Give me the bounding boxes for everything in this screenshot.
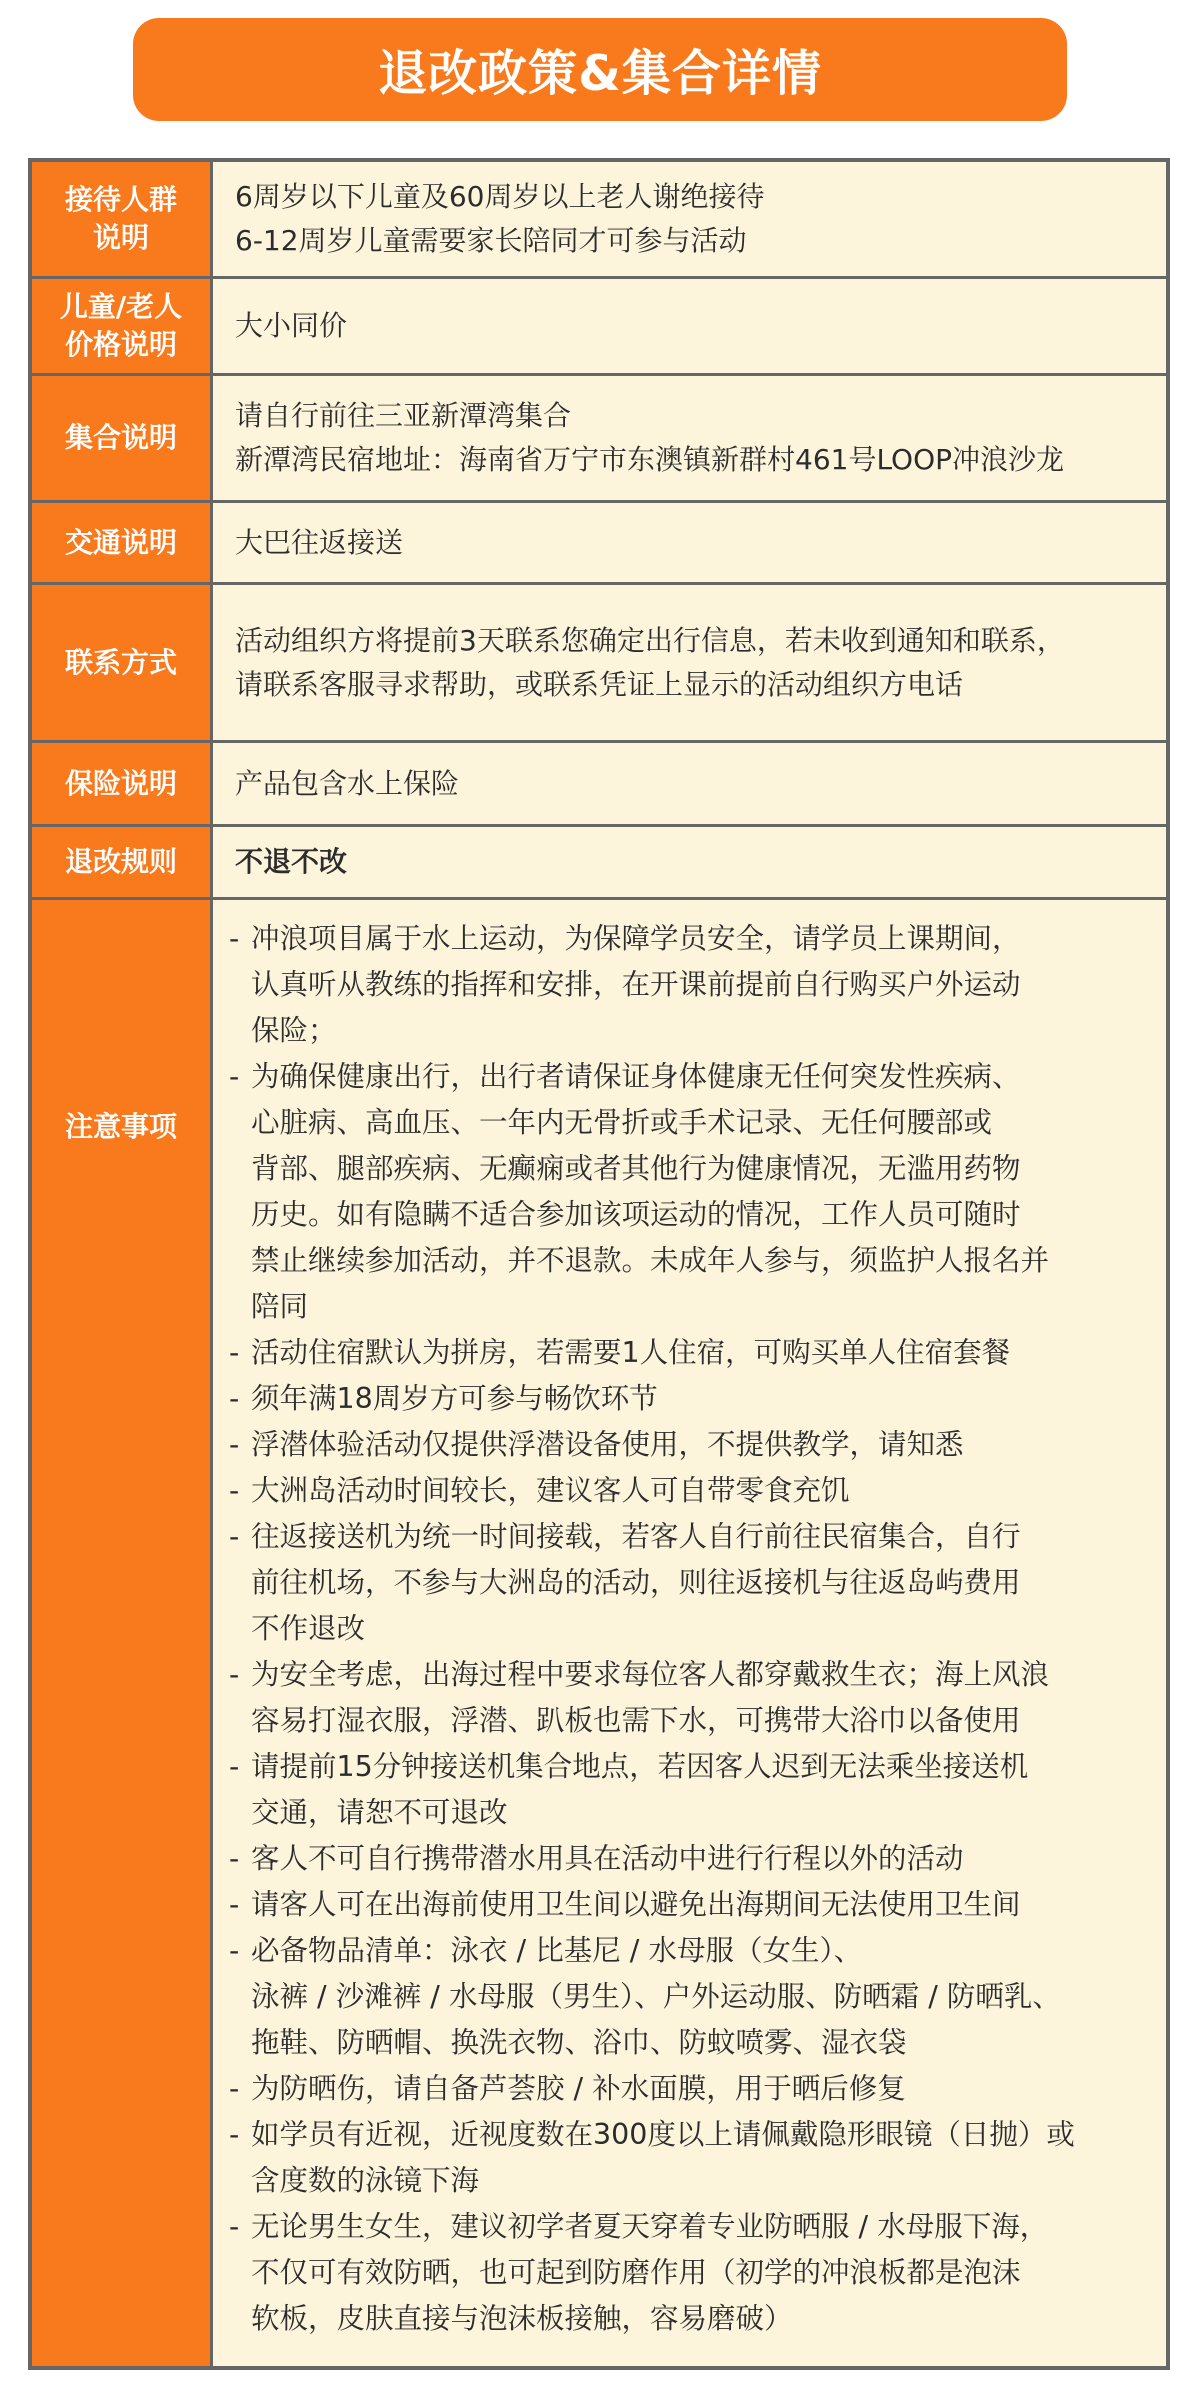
- list-item-text: [251, 916, 1152, 1054]
- list-item: [229, 1514, 1152, 1652]
- table-row-contact: [32, 585, 1166, 743]
- list-item: [229, 2112, 1152, 2204]
- list-item-line: 心脏病、高血压、一年内无骨折或手术记录、无任何腰部或: [251, 1106, 993, 1139]
- list-bullet: -: [229, 1888, 240, 1921]
- list-item-line: 如学员有近视，近视度数在300度以上请佩戴隐形眼镜（日抛）或: [251, 2118, 1075, 2151]
- list-item: [229, 1422, 1152, 1468]
- value-line: 新潭湾民宿地址：海南省万宁市东澳镇新群村461号LOOP冲浪沙龙: [235, 443, 1065, 476]
- list-item-line: 背部、腿部疾病、无癫痫或者其他行为健康情况，无滥用药物: [251, 1152, 1021, 1185]
- value-line: 请联系客服寻求帮助，或联系凭证上显示的活动组织方电话: [235, 667, 964, 701]
- list-item: [229, 1836, 1152, 1882]
- list-item-line: 冲浪项目属于水上运动，为保障学员安全，请学员上课期间，: [251, 922, 1021, 955]
- row-label-price: 儿童/老人 价格说明: [32, 279, 213, 373]
- list-item-line: 交通，请恕不可退改: [251, 1796, 508, 1829]
- list-bullet: -: [229, 2118, 240, 2151]
- list-item-line: 为安全考虑，出海过程中要求每位客人都穿戴救生衣；海上风浪: [251, 1658, 1050, 1691]
- list-bullet: -: [229, 1336, 240, 1369]
- list-bullet: -: [229, 1750, 240, 1783]
- list-item-text: [251, 1422, 1152, 1468]
- page-title: 退改政策&集合详情: [378, 44, 822, 102]
- table-row-insurance: [32, 743, 1166, 827]
- list-bullet: -: [229, 1658, 240, 1691]
- list-item-line: 认真听从教练的指挥和安排，在开课前提前自行购买户外运动: [251, 968, 1021, 1001]
- value-line: 产品包含水上保险: [235, 766, 460, 800]
- table-row-audience: [32, 162, 1166, 279]
- list-item-line: 浮潜体验活动仅提供浮潜设备使用，不提供教学，请知悉: [251, 1428, 964, 1461]
- list-item: [229, 1330, 1152, 1376]
- policy-table: [28, 158, 1170, 2370]
- list-item-line: 不作退改: [251, 1612, 366, 1645]
- title-banner: [133, 18, 1067, 121]
- row-value-refund: [213, 827, 1166, 897]
- list-item-line: 客人不可自行携带潜水用具在活动中进行行程以外的活动: [251, 1842, 964, 1875]
- list-item-line: 容易打湿衣服，浮潜、趴板也需下水，可携带大浴巾以备使用: [251, 1704, 1021, 1737]
- list-bullet: -: [229, 1934, 240, 1967]
- list-bullet: -: [229, 2072, 240, 2105]
- list-item: [229, 1882, 1152, 1928]
- list-item-line: 不仅可有效防晒，也可起到防磨作用（初学的冲浪板都是泡沫: [251, 2256, 1021, 2289]
- list-bullet: -: [229, 922, 240, 955]
- row-label-transport: 交通说明: [32, 503, 213, 582]
- list-item-line: 须年满18周岁方可参与畅饮环节: [251, 1382, 658, 1415]
- list-item-line: 拖鞋、防晒帽、换洗衣物、浴巾、防蚊喷雾、湿衣袋: [251, 2026, 907, 2059]
- list-bullet: -: [229, 2210, 240, 2243]
- list-item: [229, 2204, 1152, 2342]
- list-item-text: [251, 2066, 1152, 2112]
- list-item-text: [251, 1882, 1152, 1928]
- list-item-line: 软板，皮肤直接与泡沫板接触，容易磨破）: [251, 2302, 793, 2335]
- list-item-text: [251, 1330, 1152, 1376]
- row-value-audience: [213, 162, 1166, 276]
- list-item-line: 大洲岛活动时间较长，建议客人可自带零食充饥: [251, 1474, 850, 1507]
- list-item: [229, 1468, 1152, 1514]
- row-label-insurance: 保险说明: [32, 743, 213, 824]
- list-bullet: -: [229, 1842, 240, 1875]
- row-label-refund: 退改规则: [32, 827, 213, 897]
- list-bullet: -: [229, 1060, 240, 1093]
- row-value-transport: [213, 503, 1166, 582]
- table-row-notes: [32, 900, 1166, 2366]
- list-bullet: -: [229, 1428, 240, 1461]
- list-item: [229, 2066, 1152, 2112]
- value-line: 大巴往返接送: [235, 525, 404, 559]
- list-item-line: 历史。如有隐瞒不适合参加该项运动的情况，工作人员可随时: [251, 1198, 1021, 1231]
- list-item-text: [251, 1468, 1152, 1514]
- value-line: 活动组织方将提前3天联系您确定出行信息，若未收到通知和联系，: [235, 623, 1065, 657]
- value-line: 6周岁以下儿童及60周岁以上老人谢绝接待: [235, 180, 765, 213]
- list-item-line: 为确保健康出行，出行者请保证身体健康无任何突发性疾病、: [251, 1060, 1021, 1093]
- list-item-text: [251, 1744, 1152, 1836]
- list-item: [229, 1054, 1152, 1330]
- row-label-notes: 注意事项: [32, 900, 213, 2366]
- list-item-text: [251, 2204, 1152, 2342]
- table-row-transport: [32, 503, 1166, 585]
- list-item-line: 前往机场，不参与大洲岛的活动，则往返接机与往返岛屿费用: [251, 1566, 1021, 1599]
- table-row-price: [32, 279, 1166, 376]
- value-line: 不退不改: [235, 845, 348, 878]
- list-bullet: -: [229, 1474, 240, 1507]
- row-label-audience: 接待人群 说明: [32, 162, 213, 276]
- list-bullet: -: [229, 1520, 240, 1553]
- list-item: [229, 1744, 1152, 1836]
- table-row-refund: [32, 827, 1166, 900]
- list-item: [229, 1376, 1152, 1422]
- list-item-text: [251, 1652, 1152, 1744]
- notes-list: [213, 900, 1166, 2366]
- table-row-meeting: [32, 376, 1166, 503]
- list-item-line: 活动住宿默认为拼房，若需要1人住宿，可购买单人住宿套餐: [251, 1336, 1011, 1369]
- list-item-text: [251, 2112, 1152, 2204]
- list-item: [229, 916, 1152, 1054]
- row-value-price: [213, 279, 1166, 373]
- list-item-line: 保险；: [251, 1014, 337, 1047]
- value-line: 大小同价: [235, 309, 348, 342]
- list-item-line: 无论男生女生，建议初学者夏天穿着专业防晒服 / 水母服下海，: [251, 2210, 1049, 2243]
- list-item-line: 含度数的泳镜下海: [251, 2164, 480, 2197]
- row-value-meeting: [213, 376, 1166, 500]
- list-item-line: 泳裤 / 沙滩裤 / 水母服（男生）、户外运动服、防晒霜 / 防晒乳、: [251, 1980, 1061, 2013]
- list-item-text: [251, 1836, 1152, 1882]
- list-item-line: 往返接送机为统一时间接载，若客人自行前往民宿集合，自行: [251, 1520, 1021, 1553]
- value-line: 请自行前往三亚新潭湾集合: [235, 399, 572, 432]
- list-item: [229, 1928, 1152, 2066]
- list-item-line: 禁止继续参加活动，并不退款。未成年人参与，须监护人报名并: [251, 1244, 1050, 1277]
- list-item-line: 请客人可在出海前使用卫生间以避免出海期间无法使用卫生间: [251, 1888, 1021, 1921]
- row-label-meeting: 集合说明: [32, 376, 213, 500]
- list-item-text: [251, 1376, 1152, 1422]
- list-item-line: 陪同: [251, 1290, 309, 1323]
- row-value-insurance: [213, 743, 1166, 824]
- row-value-contact: [213, 585, 1166, 740]
- list-bullet: -: [229, 1382, 240, 1415]
- list-item-line: 必备物品清单：泳衣 / 比基尼 / 水母服（女生）、: [251, 1934, 863, 1967]
- list-item-line: 为防晒伤，请自备芦荟胶 / 补水面膜，用于晒后修复: [251, 2072, 906, 2105]
- value-line: 6-12周岁儿童需要家长陪同才可参与活动: [235, 224, 747, 257]
- row-label-contact: 联系方式: [32, 585, 213, 740]
- list-item-text: [251, 1054, 1152, 1330]
- list-item-line: 请提前15分钟接送机集合地点，若因客人迟到无法乘坐接送机: [251, 1750, 1029, 1783]
- list-item: [229, 1652, 1152, 1744]
- list-item-text: [251, 1514, 1152, 1652]
- list-item-text: [251, 1928, 1152, 2066]
